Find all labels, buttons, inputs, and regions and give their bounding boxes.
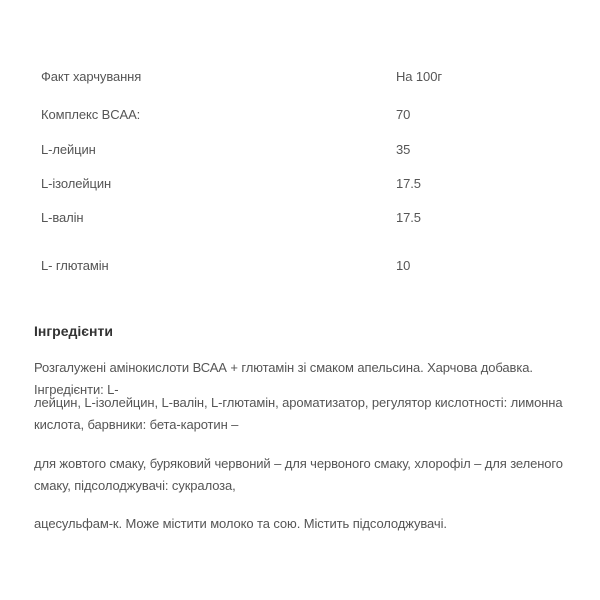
nutrition-row-value: 35 — [396, 142, 411, 157]
ingredients-paragraph: лейцин, L-ізолейцин, L-валін, L-глютамін, ароматизатор, регулятор кислотності: лимонна кислота, барвники: бета-каротин – — [34, 395, 563, 432]
nutrition-row-label: Комплекс BCAA: — [41, 107, 141, 122]
nutrition-row-value: 17.5 — [396, 176, 421, 191]
nutrition-header-label: Факт харчування — [41, 69, 142, 84]
nutrition-header-value: На 100г — [396, 69, 442, 84]
nutrition-table — [0, 0, 600, 290]
ingredients-heading: Інгредієнти — [34, 323, 113, 339]
ingredients-paragraph: ацесульфам-к. Може містити молоко та сою. Містить підсолоджувачі. — [34, 516, 447, 531]
nutrition-row-value: 17.5 — [396, 210, 421, 225]
nutrition-row-label: L- глютамін — [41, 258, 109, 273]
nutrition-row-value: 70 — [396, 107, 411, 122]
nutrition-row-label: L-лейцин — [41, 142, 96, 157]
nutrition-row-label: L-ізолейцин — [41, 176, 112, 191]
nutrition-row-value: 10 — [396, 258, 411, 273]
nutrition-row-label: L-валін — [41, 210, 84, 225]
ingredients-paragraph: для жовтого смаку, буряковий червоний – для червоного смаку, хлорофіл – для зеленого смаку, підсолоджувачі: сукралоза, — [34, 456, 563, 493]
ingredients-paragraph: Розгалужені амінокислоти ВСАА + глютамін зі смаком апельсина. Харчова добавка. Інгредієнти: L- — [34, 360, 533, 397]
